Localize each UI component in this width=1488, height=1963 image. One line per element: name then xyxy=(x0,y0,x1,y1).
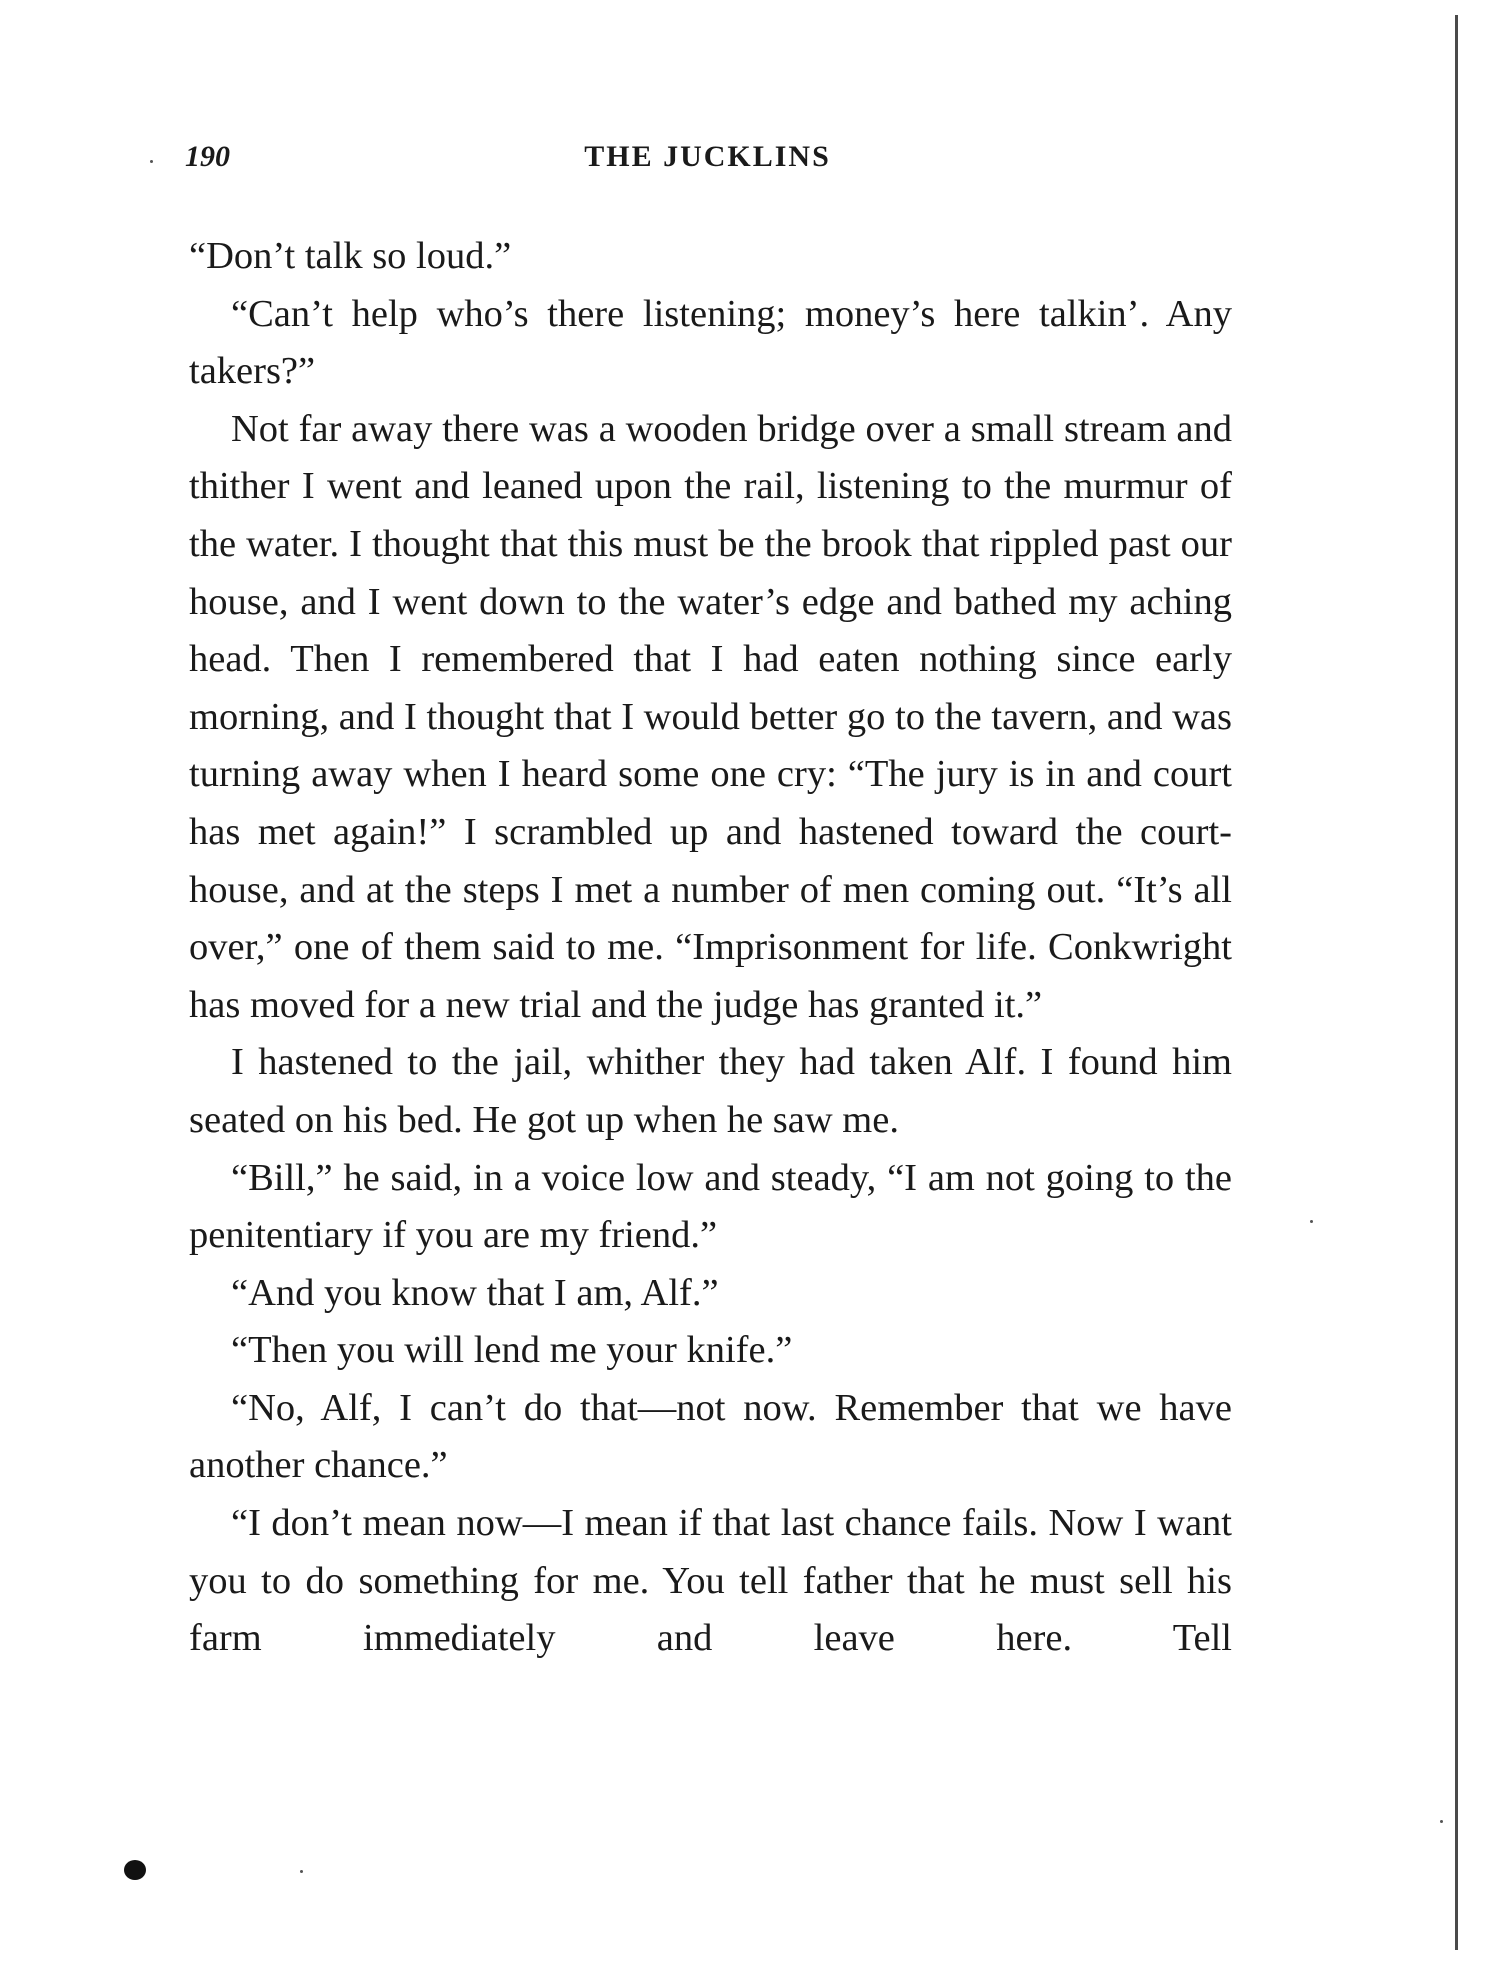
paragraph: I hastened to the jail, whither they had taken Alf. I found him seated on his bed. He got up when he saw me. xyxy=(189,1041,1232,1141)
ink-speck xyxy=(1440,1820,1443,1823)
ink-speck xyxy=(300,1870,303,1873)
ink-blot xyxy=(124,1860,146,1880)
ink-speck xyxy=(150,160,153,163)
page-edge-shadow xyxy=(1455,15,1458,1950)
paragraph: “Can’t help who’s there listening; money’s here talkin’. Any takers?” xyxy=(189,292,1232,393)
paragraph: “No, Alf, I can’t do that—not now. Remember that we have another chance.” xyxy=(189,1386,1232,1487)
paragraph: “Don’t talk so loud.” xyxy=(189,235,512,277)
running-title: THE JUCKLINS xyxy=(584,140,831,173)
paragraph: “Then you will lend me your knife.” xyxy=(231,1329,793,1372)
paragraph: “Bill,” he said, in a voice low and steady, “I am not going to the penitentiary if you are my friend.” xyxy=(189,1156,1232,1257)
body-text xyxy=(189,228,1232,1668)
paragraph: “I don’t mean now—I mean if that last chance fails. Now I want you to do something for me. You tell father that he must sell his farm immediately and leave here. Tell xyxy=(189,1502,1232,1660)
running-header xyxy=(185,140,1230,190)
paragraph: Not far away there was a wooden bridge over a small stream and thither I went and leaned upon the rail, listening to the murmur of the water. I thought that this must be the brook that rippled past our house, and I went down to the water’s edge and bathed my aching head. Then I remembered that I had eaten nothing since early morning, and I thought that I would better go to the tavern, and was turning away when I heard some one cry: “The jury is in and court has met again!” I scrambled up and hastened toward the court-house, and at the steps I met a number of men coming out. “It’s all over,” one of them said to me. “Imprisonment for life. Conkwright has moved for a new trial and the judge has granted it.” xyxy=(189,407,1232,1026)
paragraph: “And you know that I am, Alf.” xyxy=(231,1271,719,1314)
page-number: 190 xyxy=(185,140,230,173)
ink-speck xyxy=(1310,1220,1313,1223)
